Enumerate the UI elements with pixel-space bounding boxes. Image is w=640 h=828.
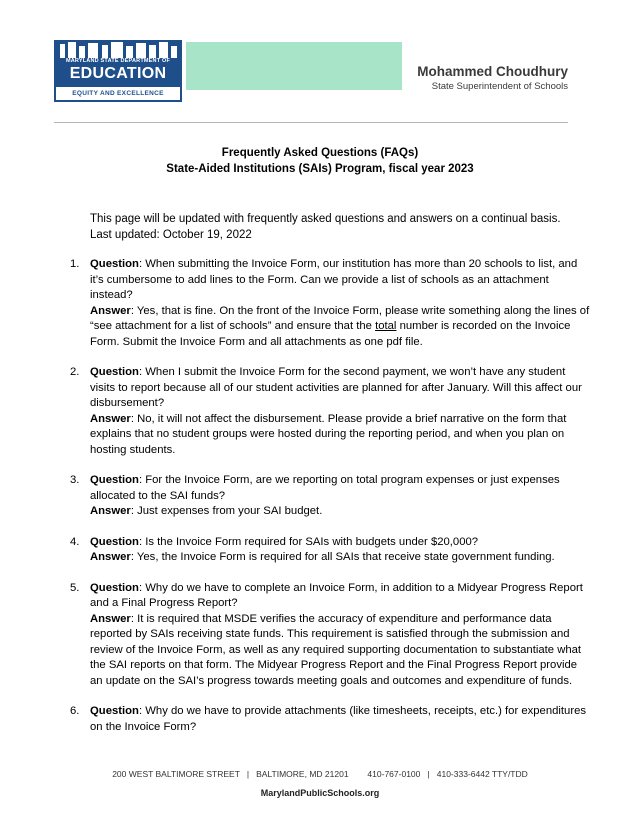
- faq-answer: [90, 550, 590, 566]
- logo-top-text: MARYLAND STATE DEPARTMENT OF: [65, 58, 171, 64]
- faq-number: 3.: [70, 474, 80, 486]
- faq-item-1: [70, 257, 590, 350]
- intro-text: [90, 211, 580, 243]
- faq-number: 5.: [70, 581, 80, 594]
- answer-label: Answer: [90, 612, 131, 625]
- answer-underlined-text: total: [375, 320, 397, 332]
- footer-address: 200 WEST BALTIMORE STREET | BALTIMORE, MD 21201 410-767-0100 | 410-333-6442 TTY/TDD: [112, 769, 528, 779]
- msde-logo: [54, 40, 182, 102]
- intro-line-1: This page will be updated with frequently asked questions and answers on a continual basis.: [90, 213, 561, 225]
- logo-skyline-icon: [54, 40, 182, 58]
- faq-question: [90, 581, 590, 612]
- faq-list: [70, 257, 590, 750]
- superintendent-title: State Superintendent of Schools: [431, 81, 568, 92]
- faq-number: 1.: [70, 258, 80, 270]
- question-text: : When I submit the Invoice Form for the second payment, we won’t have any student visits to report because all of our student activities are planned for after January. Will this affect our disbursement?: [90, 366, 582, 409]
- faq-answer: [90, 504, 590, 520]
- header-divider: [54, 122, 568, 123]
- question-text: : For the Invoice Form, are we reporting on total program expenses or just expenses allocated to the SAI funds?: [90, 474, 560, 502]
- answer-label: Answer: [90, 304, 131, 317]
- faq-question: [90, 473, 590, 504]
- footer-website-link[interactable]: MarylandPublicSchools.org: [260, 788, 380, 798]
- faq-number: 2.: [70, 366, 80, 378]
- faq-item-6: [70, 704, 590, 735]
- title-line-1: Frequently Asked Questions (FAQs): [221, 147, 419, 159]
- logo-main-text: EDUCATION: [69, 65, 167, 82]
- question-label: Question: [90, 474, 139, 486]
- faq-question: [90, 365, 590, 412]
- answer-label: Answer: [90, 505, 131, 517]
- answer-text: : Just expenses from your SAI budget.: [130, 505, 323, 517]
- faq-item-5: [70, 581, 590, 690]
- highlight-box: [186, 42, 402, 90]
- document-title: [0, 145, 640, 177]
- answer-text: : Yes, that is fine. On the front of the Invoice Form, please write something along the lines of “see attachment for a list of schools” and ensure that the: [90, 304, 590, 332]
- question-text: : Is the Invoice Form required for SAIs with budgets under $20,000?: [138, 535, 479, 548]
- faq-answer: [90, 412, 590, 459]
- question-label: Question: [90, 705, 139, 717]
- question-text: : When submitting the Invoice Form, our institution has more than 20 schools to list, and it’s cumbersome to add lines to the Form. Can we provide a list of schools as an attachment instead?: [90, 258, 578, 301]
- faq-number: 6.: [70, 705, 80, 717]
- logo-band-text: EQUITY AND EXCELLENCE: [56, 87, 180, 100]
- superintendent-name: Mohammed Choudhury: [417, 64, 568, 79]
- faq-item-4: [70, 535, 590, 566]
- answer-text-end: number is recorded on the Invoice Form. Submit the Invoice Form and all attachments as one pdf file.: [90, 320, 571, 348]
- question-text: : Why do we have to provide attachments (like timesheets, receipts, etc.) for expenditures on the Invoice Form?: [90, 705, 587, 733]
- last-updated: Last updated: October 19, 2022: [90, 229, 252, 241]
- faq-answer: [90, 612, 590, 690]
- question-label: Question: [90, 258, 139, 270]
- faq-question: [90, 535, 590, 551]
- answer-text: : Yes, the Invoice Form is required for all SAIs that receive state government funding.: [130, 551, 555, 563]
- answer-label: Answer: [90, 412, 131, 425]
- question-label: Question: [90, 581, 139, 594]
- faq-item-2: [70, 365, 590, 458]
- faq-answer: [90, 304, 590, 351]
- faq-item-3: [70, 473, 590, 520]
- question-text: : Why do we have to complete an Invoice Form, in addition to a Midyear Progress Report and a Final Progress Report?: [90, 581, 583, 609]
- faq-number: 4.: [70, 535, 80, 548]
- answer-text: : It is required that MSDE verifies the accuracy of expenditure and performance data reported by SAIs receiving state funds. This requirement is satisfied through the submission and review of the Invoice Form, as well as any required supporting documentation to substantiate what the SAI reports on that form. The Midyear Progress Report and the Final Progress Report provide an update on the SAI’s progress towards meeting goals and outcomes and expenditure of funds.: [90, 612, 582, 687]
- answer-text: : No, it will not affect the disbursement. Please provide a brief narrative on the form that explains that no student groups were hosted during the reporting period, and when you plan on hosting students.: [90, 412, 567, 456]
- superintendent-block: [417, 64, 568, 92]
- question-label: Question: [90, 366, 139, 378]
- answer-label: Answer: [90, 551, 131, 563]
- question-label: Question: [90, 535, 139, 548]
- faq-question: [90, 257, 590, 304]
- title-line-2: State-Aided Institutions (SAIs) Program, fiscal year 2023: [166, 163, 474, 175]
- faq-question: [90, 704, 590, 735]
